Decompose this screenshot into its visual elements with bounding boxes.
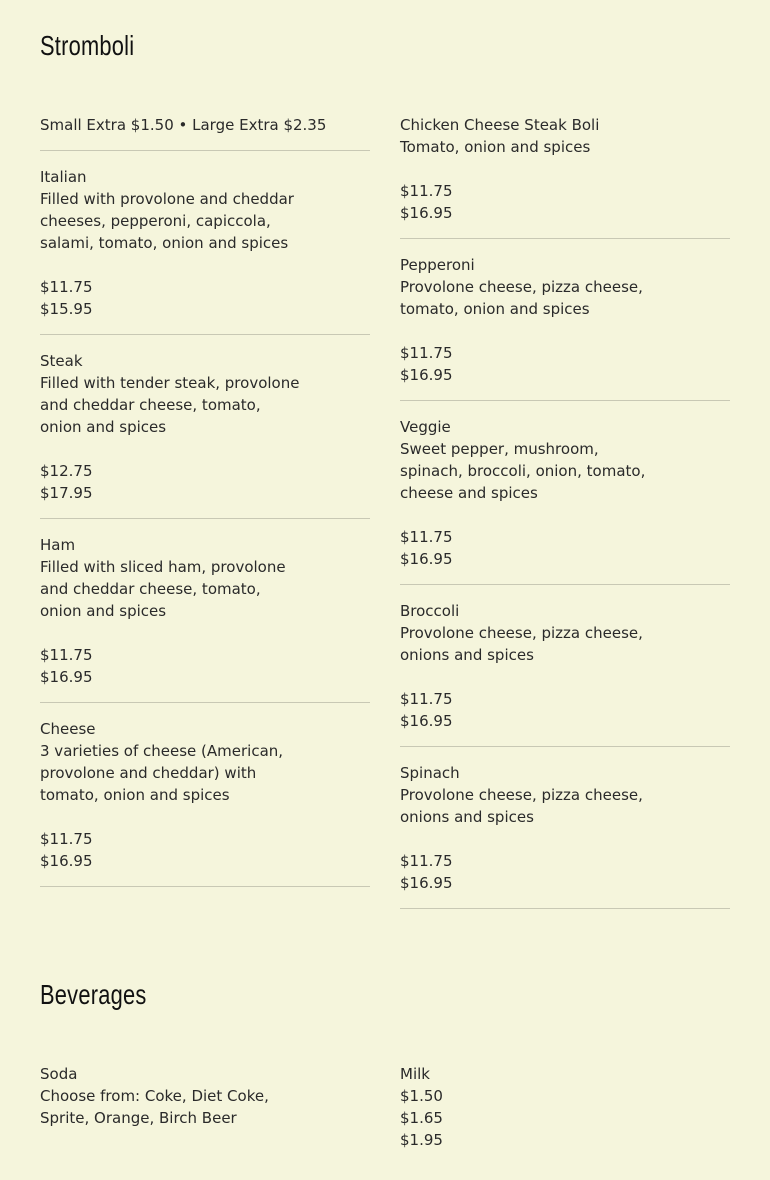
menu-item-veggie [400,416,730,585]
stromboli-left-column [40,114,370,902]
menu-item-broccoli [400,600,730,747]
item-name: Broccoli [400,602,460,620]
menu-item-soda [40,1063,370,1143]
beverages-left-column [40,1063,370,1158]
item-description: Filled with tender steak, provolone and cheddar cheese, tomato, onion and spices [40,374,300,436]
item-description: Provolone cheese, pizza cheese, onions and spices [400,786,643,826]
stromboli-right-column [400,114,730,924]
item-name: Milk [400,1065,430,1083]
item-price-large: $16.95 [40,852,93,870]
menu-item-steak [40,350,370,519]
item-price-large: $16.95 [40,668,93,686]
extra-price-note: Small Extra $1.50 • Large Extra $2.35 [40,116,327,134]
item-price-large: $1.95 [400,1131,443,1149]
item-price-small: $11.75 [400,344,453,362]
item-price-small: $11.75 [40,646,93,664]
item-description: Provolone cheese, pizza cheese, tomato, onion and spices [400,278,643,318]
menu-item-italian [40,166,370,335]
item-name: Ham [40,536,76,554]
item-price-large: $15.95 [40,300,93,318]
beverages-heading: Beverages [40,979,147,1010]
item-description: Filled with provolone and cheddar cheeses, pepperoni, capiccola, salami, tomato, onion and spices [40,190,294,252]
item-price-small: $11.75 [400,528,453,546]
item-name: Steak [40,352,83,370]
item-price-small: $12.75 [40,462,93,480]
item-price-small: $11.75 [400,852,453,870]
item-price-small: $1.50 [400,1087,443,1105]
item-description: Sweet pepper, mushroom, spinach, broccoli, onion, tomato, cheese and spices [400,440,646,502]
beverages-right-column [400,1063,730,1180]
menu-item-milk [400,1063,730,1165]
item-price-small: $11.75 [400,690,453,708]
menu-item-ham [40,534,370,703]
menu-item-cheese [40,718,370,887]
item-price-small: $11.75 [400,182,453,200]
stromboli-heading: Stromboli [40,30,135,61]
item-name: Pepperoni [400,256,475,274]
item-price-small: $11.75 [40,830,93,848]
menu-item-pepperoni [400,254,730,401]
item-price-large: $16.95 [400,550,453,568]
item-description: Provolone cheese, pizza cheese, onions and spices [400,624,643,664]
item-name: Cheese [40,720,96,738]
item-price-large: $17.95 [40,484,93,502]
item-price-large: $16.95 [400,204,453,222]
stromboli-note [40,114,370,151]
menu-item-chicken-cheese-steak-boli [400,114,730,239]
item-description: Tomato, onion and spices [400,138,591,156]
item-name: Chicken Cheese Steak Boli [400,116,600,134]
item-price-large: $16.95 [400,712,453,730]
menu-item-spinach [400,762,730,909]
item-description: 3 varieties of cheese (American, provolone and cheddar) with tomato, onion and spices [40,742,284,804]
item-price-large: $16.95 [400,366,453,384]
item-description: Filled with sliced ham, provolone and cheddar cheese, tomato, onion and spices [40,558,286,620]
item-description: Choose from: Coke, Diet Coke, Sprite, Orange, Birch Beer [40,1087,269,1127]
item-name: Spinach [400,764,460,782]
item-price-medium: $1.65 [400,1109,443,1127]
item-name: Italian [40,168,87,186]
item-price-large: $16.95 [400,874,453,892]
item-price-small: $11.75 [40,278,93,296]
item-name: Soda [40,1065,78,1083]
item-name: Veggie [400,418,451,436]
